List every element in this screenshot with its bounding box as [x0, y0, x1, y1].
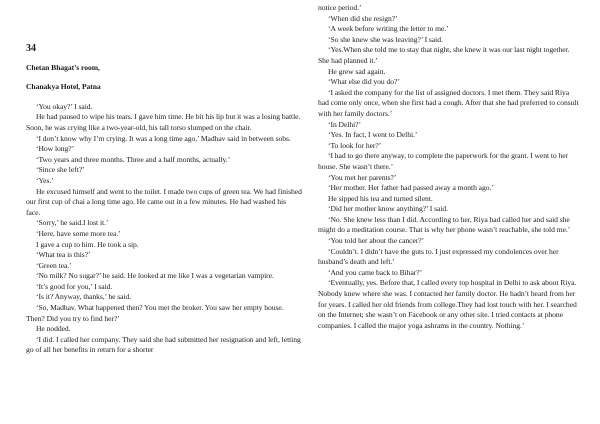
paragraph: ‘Eventually, yes. Before that, I called every top hospital in Delhi to ask about Riya. Nobody knew where she was. I contacted her family doctor. He hadn’t heard from her for years. I called her old friends from college.They had lost touch with her. I searched on the Internet; she wasn’t on Facebook or any other site. I tried contacts at phone companies. I called the major yoga ashrams in the country. Nothing.’	[318, 278, 577, 330]
paragraph: ‘Her mother. Her father had passed away a month ago.’	[328, 183, 494, 193]
paragraph: ‘I don’t know why I’m crying. It was a long time ago,’ Madhav said in between sobs.	[36, 133, 291, 143]
paragraph: ‘So she knew she was leaving?’ I said.	[328, 34, 443, 44]
paragraph: ‘In Delhi?’	[328, 119, 361, 129]
paragraph: ‘You okay?’ I said.	[36, 101, 93, 111]
paragraph: ‘I did. I called her company. They said she had submitted her resignation and left, letting go of all her benefits in return for a shorter	[26, 334, 301, 355]
chapter-number: 34	[26, 43, 36, 54]
paragraph: ‘And you came back to Bihar?’	[328, 267, 423, 277]
paragraph: ‘It’s good for you,’ I said.	[36, 281, 113, 291]
paragraph: ‘I had to go there anyway, to complete the paperwork for the grant. I went to her house. She wasn’t there.’	[318, 151, 569, 171]
chapter-heading-line-1: Chetan Bhagat’s room,	[26, 62, 100, 72]
left-column	[26, 0, 302, 356]
paragraph: ‘Green tea.’	[36, 260, 72, 270]
paragraph: ‘No milk? No sugar?’ he said. He looked at me like I was a vegetarian vampire.	[36, 271, 274, 281]
paragraph: ‘So, Madhav. What happened then? You met the broker. You saw her empty house. Then? Did you try to find her?’	[26, 303, 284, 323]
paragraph: ‘A week before writing the letter to me.’	[328, 24, 449, 34]
paragraph: ‘Yes.’	[36, 175, 54, 185]
paragraph: He had paused to wipe his tears. I gave him time. He bit his lip but it was a losing battle. Soon, he was crying like a two-year-old, his tall torso slumped on the chair.	[26, 112, 301, 132]
paragraph: He sipped his tea and turned silent.	[328, 193, 433, 203]
chapter-heading	[26, 63, 302, 93]
paragraph: He excused himself and went to the toilet. I made two cups of green tea. We had finished our first cup of chai a long time ago. He came out in a few minutes. He had washed his face.	[26, 186, 302, 217]
paragraph: ‘No. She knew less than I did. According to her, Riya had called her and said she might do a meditation course. That is why her phone wasn’t reachable, she told me.’	[318, 214, 571, 235]
paragraph: ‘Since she left?’	[36, 165, 85, 175]
paragraph: ‘To look for her?’	[328, 140, 382, 150]
paragraph: ‘You told her about the cancer?’	[328, 236, 425, 246]
paragraph: ‘Here, have some more tea.’	[36, 228, 121, 238]
left-body-text	[26, 102, 302, 356]
paragraph: ‘Couldn’t. I didn’t have the guts to. I just expressed my condolences over her husband’s death and left.’	[318, 246, 559, 267]
paragraph: ‘When did she resign?’	[328, 13, 398, 23]
right-column	[318, 0, 580, 331]
chapter-heading-line-2: Chanakya Hotel, Patna	[26, 82, 101, 92]
paragraph: ‘Is it? Anyway, thanks,’ he said.	[36, 292, 132, 302]
paragraph: ‘How long?’	[36, 144, 75, 154]
paragraph: ‘What else did you do?’	[328, 77, 400, 87]
paragraph: ‘Two years and three months. Three and a half months, actually.’	[36, 154, 231, 164]
paragraph: He grew sad again.	[328, 66, 386, 76]
paragraph: ‘Yes. In fact, I went to Delhi.’	[328, 130, 418, 140]
paragraph: ‘What tea is this?’	[36, 250, 91, 260]
paragraph: ‘I asked the company for the list of assigned doctors. I met them. They said Riya had come only once, when she first had a cough. After that she had preferred to consult with her family doctors.’	[318, 87, 579, 118]
paragraph: ‘Sorry,’ he said.I lost it.’	[36, 218, 109, 228]
paragraph: notice period.’	[318, 3, 362, 12]
paragraph: I gave a cup to him. He took a sip.	[36, 239, 139, 249]
paragraph: ‘Yes.When she told me to stay that night, she knew it was our last night together. She had planned it.’	[318, 45, 570, 65]
paragraph: ‘You met her parents?’	[328, 172, 397, 182]
right-body-text	[318, 3, 580, 331]
paragraph: ‘Did her mother know anything?’ I said.	[328, 204, 449, 214]
paragraph: He nodded.	[36, 324, 71, 334]
